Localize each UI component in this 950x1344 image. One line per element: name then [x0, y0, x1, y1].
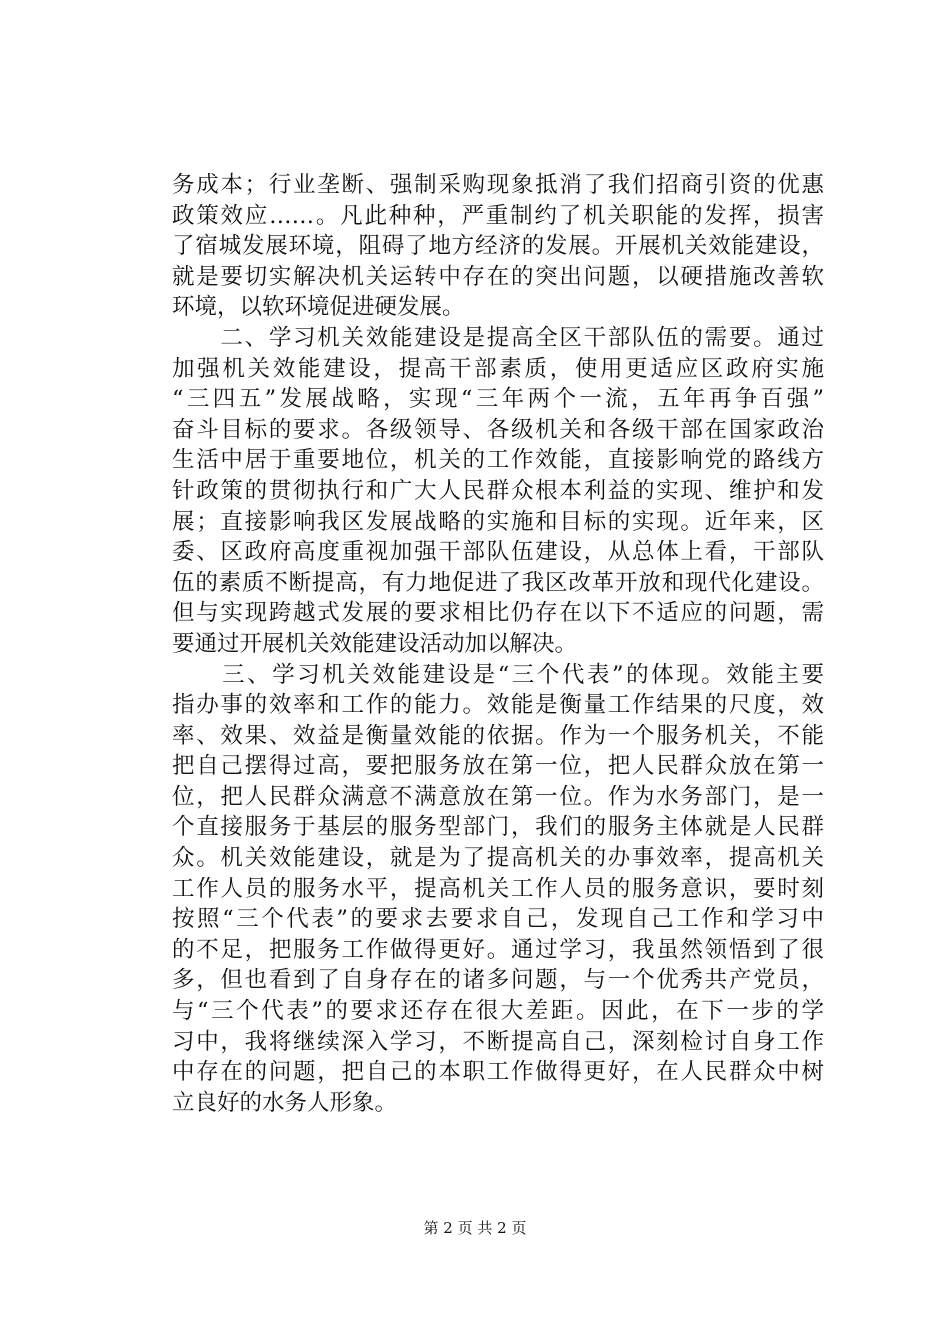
text-line: 务成本；行业垄断、强制采购现象抵消了我们招商引资的优惠 — [172, 172, 824, 198]
page-footer: 第 2 页 共 2 页 — [423, 1219, 527, 1237]
text-line: 要通过开展机关效能建设活动加以解决。 — [172, 630, 578, 657]
text-line: 个直接服务于基层的服务型部门，我们的服务主体就是人民群 — [172, 814, 824, 841]
text-line: 多，但也看到了自身存在的诸多问题，与一个优秀共产党员， — [172, 967, 824, 994]
text-line: 中存在的问题，把自己的本职工作做得更好，在人民群众中树 — [172, 1059, 824, 1086]
text-line: 了宿城发展环境，阻碍了地方经济的发展。开展机关效能建设， — [172, 233, 824, 260]
text-line: 加强机关效能建设，提高干部素质，使用更适应区政府实施 — [172, 355, 824, 382]
text-line: 与“三个代表”的要求还存在很大差距。因此，在下一步的学 — [172, 998, 824, 1025]
text-line: 工作人员的服务水平，提高机关工作人员的服务意识，要时刻 — [172, 875, 824, 902]
text-line: 生活中居于重要地位，机关的工作效能，直接影响党的路线方 — [172, 447, 824, 474]
text-line: 针政策的贯彻执行和广大人民群众根本利益的实现、维护和发 — [172, 477, 824, 504]
text-line: 把自己摆得过高，要把服务放在第一位，把人民群众放在第一 — [172, 753, 824, 780]
text-line: 伍的素质不断提高，有力地促进了我区改革开放和现代化建设。 — [172, 569, 824, 596]
text-line: 位，把人民群众满意不满意放在第一位。作为水务部门，是一 — [172, 783, 824, 810]
text-line: 三、学习机关效能建设是“三个代表”的体现。效能主要 — [172, 661, 824, 688]
text-line: 立良好的水务人形象。 — [172, 1089, 398, 1116]
text-line: 众。机关效能建设，就是为了提高机关的办事效率，提高机关 — [172, 845, 824, 872]
text-line: 率、效果、效益是衡量效能的依据。作为一个服务机关，不能 — [172, 722, 824, 749]
text-line: “三四五”发展战略，实现“三年两个一流，五年再争百强” — [172, 386, 824, 413]
body-text — [172, 170, 824, 1118]
text-line: 但与实现跨越式发展的要求相比仍存在以下不适应的问题，需 — [172, 600, 824, 627]
text-line: 展；直接影响我区发展战略的实施和目标的实现。近年来，区 — [172, 508, 824, 535]
text-line: 环境，以软环境促进硬发展。 — [172, 294, 465, 321]
text-line: 习中，我将继续深入学习，不断提高自己，深刻检讨自身工作 — [172, 1028, 824, 1055]
text-line: 指办事的效率和工作的能力。效能是衡量工作结果的尺度，效 — [172, 692, 824, 719]
text-line: 就是要切实解决机关运转中存在的突出问题，以硬措施改善软 — [172, 263, 824, 290]
text-line: 按照“三个代表”的要求去要求自己，发现自己工作和学习中 — [172, 906, 824, 933]
text-line: 政策效应……。凡此种种，严重制约了机关职能的发挥，损害 — [172, 202, 824, 229]
text-line: 委、区政府高度重视加强干部队伍建设，从总体上看，干部队 — [172, 539, 824, 566]
text-line: 的不足，把服务工作做得更好。通过学习，我虽然领悟到了很 — [172, 936, 824, 963]
text-line: 二、学习机关效能建设是提高全区干部队伍的需要。通过 — [172, 324, 824, 351]
text-line: 奋斗目标的要求。各级领导、各级机关和各级干部在国家政治 — [172, 416, 824, 443]
